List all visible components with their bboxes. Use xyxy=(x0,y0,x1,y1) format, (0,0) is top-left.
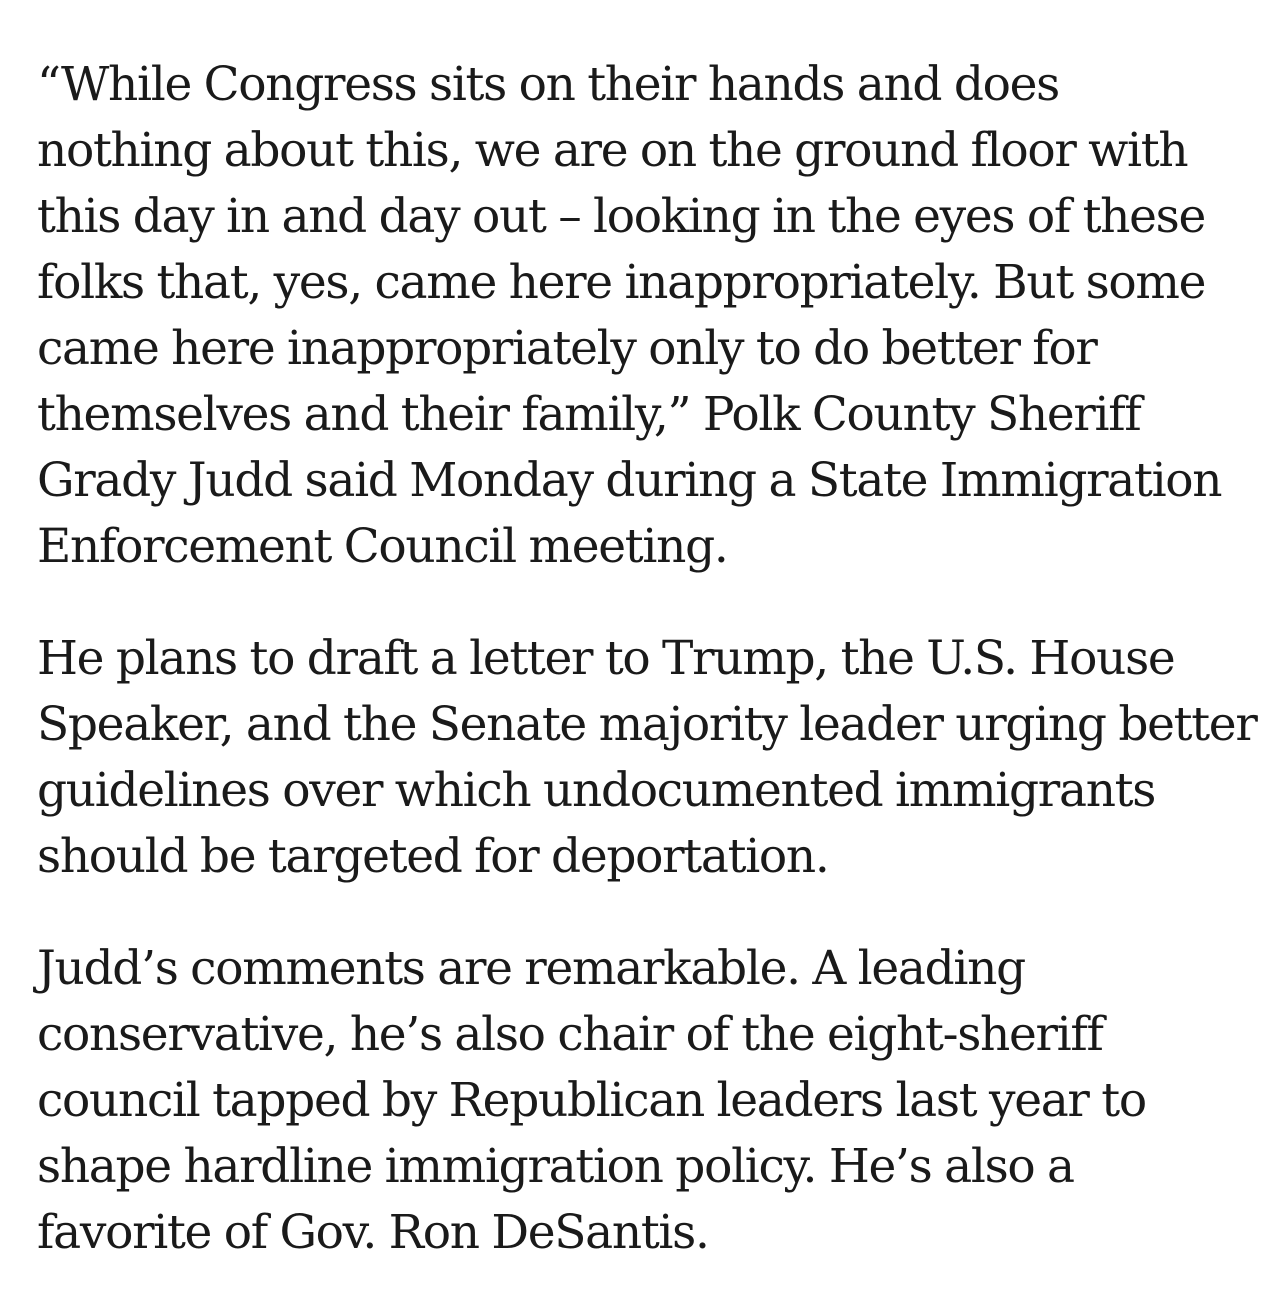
letter-paragraph xyxy=(37,626,1257,890)
text-line: came here inappropriately only to do better for xyxy=(37,321,1097,376)
text-line: He plans to draft a letter to Trump, the U.S. House xyxy=(37,631,1175,686)
text-line: guidelines over which undocumented immigrants xyxy=(37,763,1156,818)
text-line: folks that, yes, came here inappropriately. But some xyxy=(37,255,1206,310)
text-line: favorite of Gov. Ron DeSantis. xyxy=(37,1205,709,1260)
text-line: themselves and their family,” Polk County Sheriff xyxy=(37,387,1141,442)
quote-paragraph xyxy=(37,52,1252,580)
text-line: Judd’s comments are remarkable. A leading xyxy=(37,941,1025,996)
text-line: should be targeted for deportation. xyxy=(37,829,829,884)
text-line: shape hardline immigration policy. He’s also a xyxy=(37,1139,1074,1194)
text-line: Speaker, and the Senate majority leader urging better xyxy=(37,697,1257,752)
article-body xyxy=(37,52,1257,1312)
text-line: conservative, he’s also chair of the eight-sheriff xyxy=(37,1007,1103,1062)
text-line: Grady Judd said Monday during a State Immigration xyxy=(37,453,1222,508)
comments-paragraph xyxy=(37,936,1252,1266)
text-line: this day in and day out – looking in the eyes of these xyxy=(37,189,1206,244)
text-line: council tapped by Republican leaders last year to xyxy=(37,1073,1146,1128)
text-line: “While Congress sits on their hands and does xyxy=(37,57,1059,112)
text-line: nothing about this, we are on the ground floor with xyxy=(37,123,1188,178)
text-line: Enforcement Council meeting. xyxy=(37,519,728,574)
